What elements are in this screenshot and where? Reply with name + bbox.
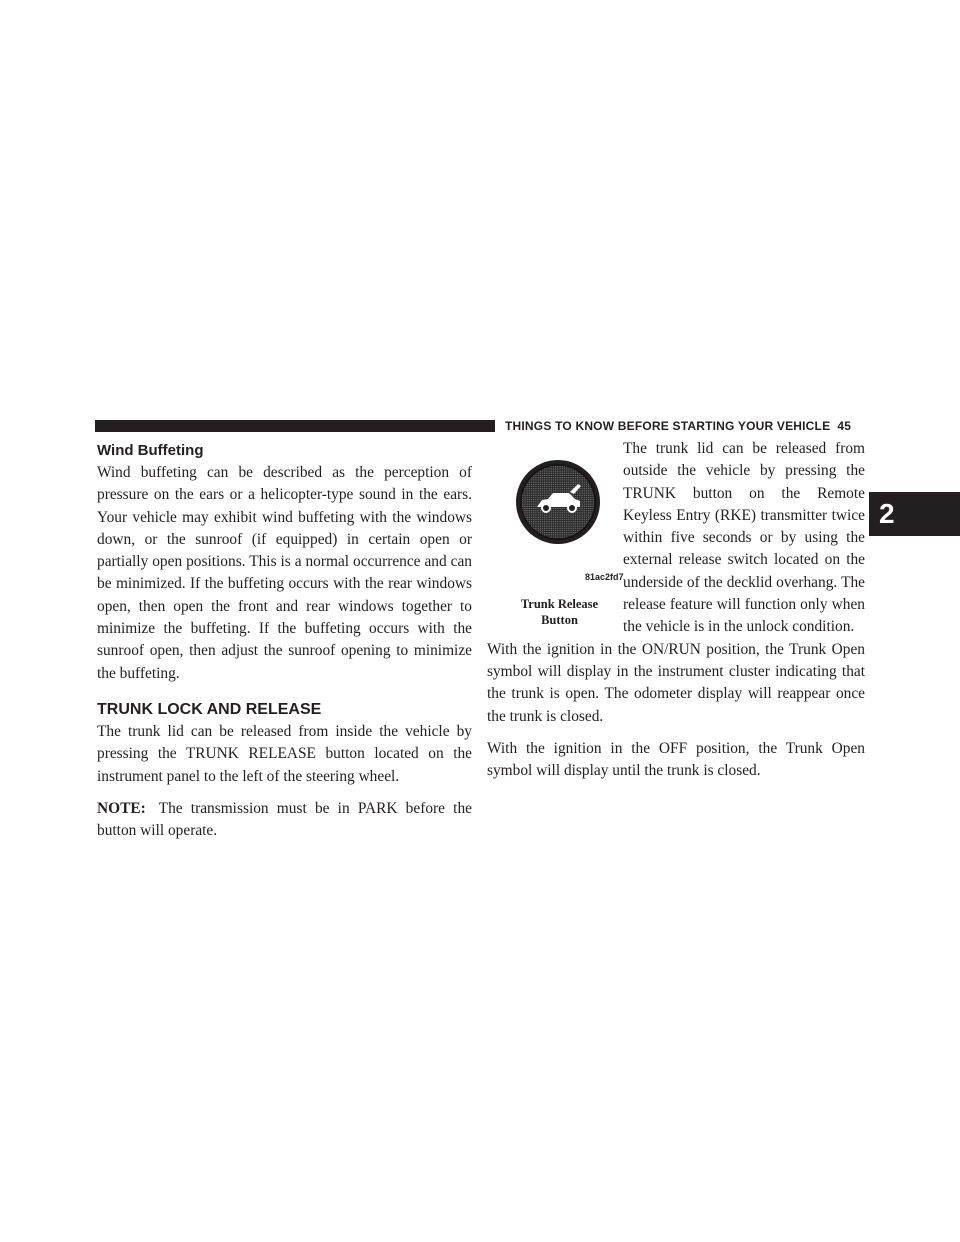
note-text: The transmission must be in PARK before the button will operate.: [97, 799, 472, 840]
left-column: [97, 440, 472, 842]
running-header: [505, 419, 851, 433]
page-number: 45: [837, 419, 852, 433]
ignition-off-paragraph: With the ignition in the OFF position, the Trunk Open symbol will display until the trunk is closed.: [487, 739, 865, 780]
figure-side-text: The trunk lid can be released from outside the vehicle by pressing the TRUNK button on the Remote Keyless Entry (RKE) transmitter twice within five seconds or by using the external release switch located on the underside of the decklid overhang. The release feature will function only when the vehicle is in the unlock condition.: [623, 440, 865, 636]
right-column: [487, 440, 865, 782]
trunk-release-figure: [487, 440, 624, 627]
figure-caption-line1: Trunk Release: [520, 597, 599, 611]
right-column-body: [487, 639, 865, 783]
trunk-release-knob-icon: [515, 459, 601, 545]
wind-buffeting-heading: Wind Buffeting: [97, 442, 204, 459]
figure-caption-line2: Button: [541, 613, 578, 627]
section-title: THINGS TO KNOW BEFORE STARTING YOUR VEHICLE: [505, 419, 831, 433]
figure-code: 81ac2fd7: [585, 572, 624, 582]
ignition-on-run-paragraph: With the ignition in the ON/RUN position, the Trunk Open symbol will display in the instrument cluster indicating that the trunk is open. The odometer display will reappear once the trunk is closed.: [487, 640, 865, 725]
note-label: NOTE:: [97, 799, 146, 817]
header-rule: [95, 420, 495, 432]
chapter-tab: 2: [869, 492, 960, 536]
note-paragraph: [97, 798, 472, 843]
trunk-lock-heading: TRUNK LOCK AND RELEASE: [97, 700, 322, 718]
wind-buffeting-paragraph: Wind buffeting can be described as the perception of pressure on the ears or a helicopter-type sound in the ears. Your vehicle may exhibit wind buffeting with the windows down, or the sunroof (if equipped) in certain open or partially open positions. This is a normal occurrence and can be minimized. If the buffeting occurs with the rear windows open, then open the front and rear windows together to minimize the buffeting. If the buffeting occurs with the sunroof open, then adjust the sunroof opening to minimize the buffeting.: [97, 464, 472, 682]
trunk-release-paragraph: The trunk lid can be released from inside the vehicle by pressing the TRUNK RELEASE button located on the instrument panel to the left of the steering wheel.: [97, 722, 472, 785]
figure-caption: [497, 596, 622, 628]
